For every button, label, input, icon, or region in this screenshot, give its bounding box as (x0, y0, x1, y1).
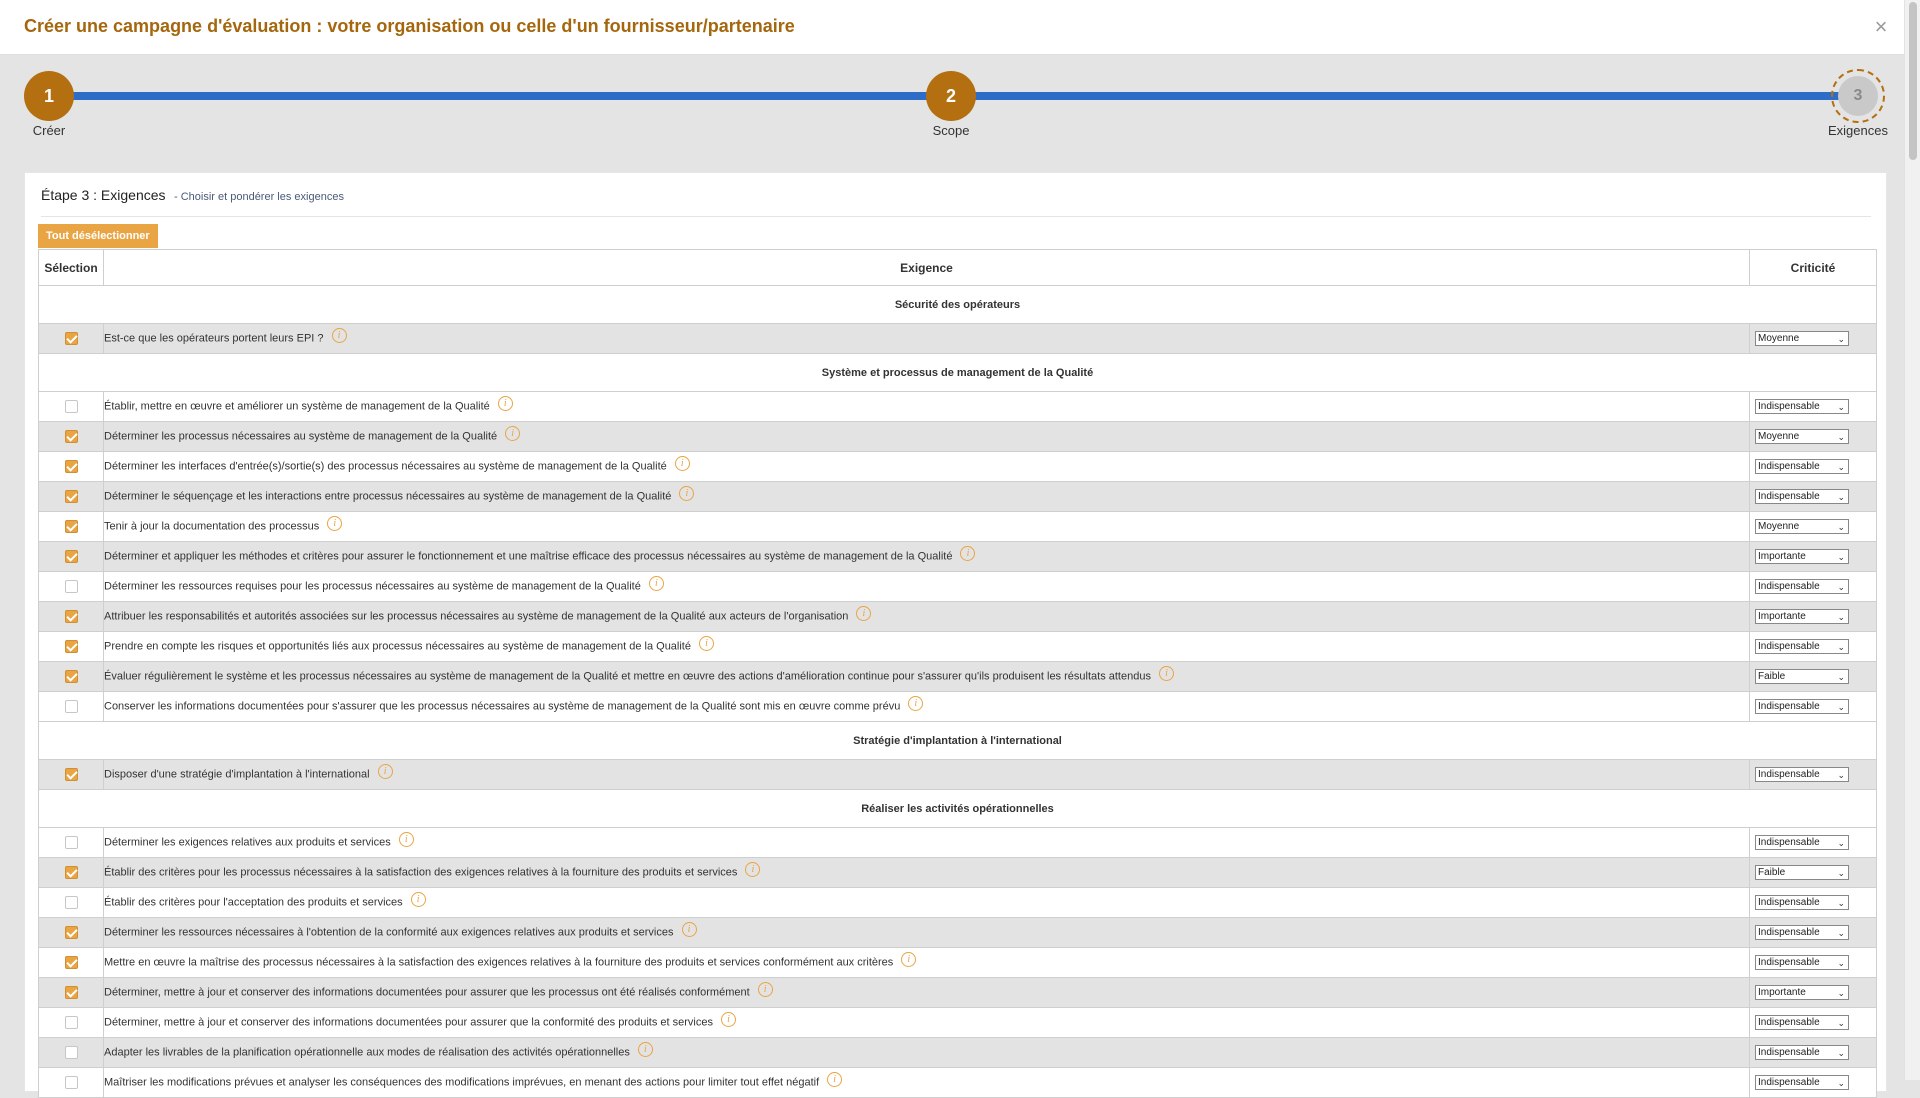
requirement-text: Conserver les informations documentées pour s'assurer que les processus nécessaires au système de management de la Qualité sont mis en œuvre comme prévu (104, 700, 901, 713)
criticity-value: Indispensable (1758, 491, 1820, 502)
criticity-select[interactable] (1755, 955, 1849, 970)
criticity-select[interactable] (1755, 985, 1849, 1000)
criticity-select[interactable] (1755, 835, 1849, 850)
info-icon[interactable]: i (699, 636, 714, 651)
selection-cell (39, 978, 104, 1008)
selection-cell (39, 632, 104, 662)
category-row (39, 722, 1877, 760)
step3-header (41, 187, 1871, 217)
table-row (39, 692, 1877, 722)
criticity-value: Indispensable (1758, 957, 1820, 968)
deselect-all-button[interactable]: Tout désélectionner (38, 224, 158, 248)
table-row (39, 452, 1877, 482)
requirement-cell (104, 632, 1750, 662)
col-header-criticity: Criticité (1750, 250, 1877, 286)
step-1-label: Créer (32, 123, 66, 138)
row-checkbox[interactable] (65, 550, 78, 563)
category-row (39, 790, 1877, 828)
chevron-down-icon: ⌄ (1837, 838, 1845, 848)
requirement-text: Déterminer les ressources requises pour les processus nécessaires au système de management de la Qualité (104, 580, 641, 593)
requirement-text: Établir des critères pour les processus nécessaires à la satisfaction des exigences relatives à la fourniture des produits et services (104, 866, 738, 879)
col-header-requirement: Exigence (104, 250, 1750, 286)
requirement-text: Établir, mettre en œuvre et améliorer un système de management de la Qualité (104, 400, 490, 413)
criticity-select[interactable] (1755, 489, 1849, 504)
criticity-value: Moyenne (1758, 431, 1800, 442)
requirement-cell (104, 662, 1750, 692)
chevron-down-icon: ⌄ (1837, 492, 1845, 502)
criticity-cell (1750, 948, 1877, 978)
criticity-value: Importante (1758, 987, 1806, 998)
step3-subtitle: - Choisir et pondérer les exigences (173, 191, 344, 203)
requirement-cell (104, 918, 1750, 948)
requirement-text: Déterminer et appliquer les méthodes et critères pour assurer le fonctionnement et une maîtrise efficace des processus nécessaires au système de management de la Qualité (104, 550, 953, 563)
selection-cell (39, 452, 104, 482)
info-icon[interactable]: i (908, 696, 923, 711)
criticity-cell (1750, 1008, 1877, 1038)
info-icon[interactable]: i (856, 606, 871, 621)
criticity-value: Importante (1758, 551, 1806, 562)
category-row (39, 354, 1877, 392)
criticity-value: Indispensable (1758, 701, 1820, 712)
requirement-text: Adapter les livrables de la planification opérationnelle aux modes de réalisation des activités opérationnelles (104, 1046, 630, 1059)
row-checkbox[interactable] (65, 460, 78, 473)
row-checkbox[interactable] (65, 1046, 78, 1059)
requirement-cell (104, 760, 1750, 790)
table-row (39, 602, 1877, 632)
info-icon[interactable]: i (901, 952, 916, 967)
row-checkbox[interactable] (65, 896, 78, 909)
requirement-text: Tenir à jour la documentation des processus (104, 520, 320, 533)
table-row (39, 662, 1877, 692)
requirement-cell (104, 602, 1750, 632)
info-icon[interactable]: i (827, 1072, 842, 1087)
requirements-body (39, 286, 1877, 1098)
category-title: Système et processus de management de la Qualité (39, 354, 1877, 392)
requirement-cell (104, 482, 1750, 512)
table-row (39, 948, 1877, 978)
criticity-cell (1750, 1068, 1877, 1098)
info-icon[interactable]: i (758, 982, 773, 997)
modal-header (0, 0, 1904, 55)
chevron-down-icon: ⌄ (1837, 462, 1845, 472)
table-row (39, 828, 1877, 858)
scrollbar-thumb[interactable] (1909, 2, 1917, 160)
table-row (39, 572, 1877, 602)
requirement-text: Déterminer les processus nécessaires au système de management de la Qualité (104, 430, 498, 443)
criticity-select[interactable] (1755, 925, 1849, 940)
criticity-value: Indispensable (1758, 461, 1820, 472)
row-checkbox[interactable] (65, 520, 78, 533)
chevron-down-icon: ⌄ (1837, 432, 1845, 442)
selection-cell (39, 1008, 104, 1038)
selection-cell (39, 324, 104, 354)
criticity-value: Indispensable (1758, 927, 1820, 938)
selection-cell (39, 482, 104, 512)
row-checkbox[interactable] (65, 610, 78, 623)
criticity-select[interactable] (1755, 1045, 1849, 1060)
criticity-cell (1750, 888, 1877, 918)
criticity-cell (1750, 422, 1877, 452)
chevron-down-icon: ⌄ (1837, 958, 1845, 968)
requirement-cell (104, 692, 1750, 722)
criticity-value: Indispensable (1758, 1047, 1820, 1058)
chevron-down-icon: ⌄ (1837, 898, 1845, 908)
table-row (39, 888, 1877, 918)
criticity-cell (1750, 692, 1877, 722)
criticity-select[interactable] (1755, 549, 1849, 564)
chevron-down-icon: ⌄ (1837, 868, 1845, 878)
table-row (39, 978, 1877, 1008)
table-row (39, 918, 1877, 948)
criticity-value: Indispensable (1758, 837, 1820, 848)
table-row (39, 1008, 1877, 1038)
row-checkbox[interactable] (65, 768, 78, 781)
info-icon[interactable]: i (745, 862, 760, 877)
row-checkbox[interactable] (65, 836, 78, 849)
chevron-down-icon: ⌄ (1837, 612, 1845, 622)
criticity-select[interactable] (1755, 459, 1849, 474)
table-row (39, 760, 1877, 790)
criticity-select[interactable] (1755, 399, 1849, 414)
criticity-select[interactable] (1755, 331, 1849, 346)
requirement-cell (104, 1068, 1750, 1098)
criticity-value: Indispensable (1758, 897, 1820, 908)
requirement-cell (104, 392, 1750, 422)
criticity-cell (1750, 978, 1877, 1008)
step-2-label: Scope (932, 123, 970, 138)
criticity-cell (1750, 482, 1877, 512)
criticity-select[interactable] (1755, 865, 1849, 880)
selection-cell (39, 1038, 104, 1068)
selection-cell (39, 662, 104, 692)
selection-cell (39, 828, 104, 858)
selection-cell (39, 692, 104, 722)
requirement-cell (104, 828, 1750, 858)
criticity-value: Indispensable (1758, 401, 1820, 412)
requirement-text: Disposer d'une stratégie d'implantation à l'international (104, 768, 370, 781)
selection-cell (39, 1068, 104, 1098)
requirement-text: Déterminer les exigences relatives aux produits et services (104, 836, 391, 849)
criticity-select[interactable] (1755, 895, 1849, 910)
selection-cell (39, 422, 104, 452)
step3-title: Étape 3 : Exigences (41, 187, 166, 203)
table-row (39, 858, 1877, 888)
criticity-cell (1750, 572, 1877, 602)
row-checkbox[interactable] (65, 670, 78, 683)
requirement-text: Est-ce que les opérateurs portent leurs EPI ? (104, 332, 324, 345)
criticity-select[interactable] (1755, 429, 1849, 444)
info-icon[interactable]: i (411, 892, 426, 907)
criticity-select[interactable] (1755, 669, 1849, 684)
step3-panel (24, 172, 1887, 1092)
requirement-text: Mettre en œuvre la maîtrise des processus nécessaires à la satisfaction des exigences relatives à la fourniture des produits et services conformément aux critères (104, 956, 894, 969)
selection-cell (39, 572, 104, 602)
criticity-value: Faible (1758, 671, 1786, 682)
requirement-cell (104, 1008, 1750, 1038)
table-row (39, 422, 1877, 452)
info-icon[interactable]: i (378, 764, 393, 779)
criticity-value: Faible (1758, 867, 1786, 878)
category-title: Réaliser les activités opérationnelles (39, 790, 1877, 828)
chevron-down-icon: ⌄ (1837, 334, 1845, 344)
info-icon[interactable]: i (721, 1012, 736, 1027)
requirement-cell (104, 452, 1750, 482)
requirements-table (38, 249, 1877, 1098)
criticity-value: Indispensable (1758, 641, 1820, 652)
table-row (39, 632, 1877, 662)
row-checkbox[interactable] (65, 926, 78, 939)
requirement-text: Déterminer, mettre à jour et conserver des informations documentées pour assurer que les processus ont été réalisés conformément (104, 986, 750, 999)
info-icon[interactable]: i (399, 832, 414, 847)
table-row (39, 392, 1877, 422)
requirement-text: Déterminer le séquençage et les interactions entre processus nécessaires au système de management de la Qualité (104, 490, 672, 503)
row-checkbox[interactable] (65, 430, 78, 443)
stepper (0, 56, 1904, 172)
requirement-cell (104, 888, 1750, 918)
criticity-select[interactable] (1755, 699, 1849, 714)
chevron-down-icon: ⌄ (1837, 1018, 1845, 1028)
row-checkbox[interactable] (65, 640, 78, 653)
chevron-down-icon: ⌄ (1837, 988, 1845, 998)
table-row (39, 1068, 1877, 1098)
info-icon[interactable]: i (675, 456, 690, 471)
criticity-cell (1750, 452, 1877, 482)
criticity-cell (1750, 632, 1877, 662)
requirement-text: Prendre en compte les risques et opportunités liés aux processus nécessaires au système de management de la Qualité (104, 640, 691, 653)
info-icon[interactable]: i (505, 426, 520, 441)
info-icon[interactable]: i (1159, 666, 1174, 681)
vertical-scrollbar[interactable] (1904, 0, 1920, 1080)
criticity-select[interactable] (1755, 519, 1849, 534)
table-row (39, 482, 1877, 512)
requirement-cell (104, 512, 1750, 542)
criticity-select[interactable] (1755, 767, 1849, 782)
requirement-text: Déterminer, mettre à jour et conserver des informations documentées pour assurer que la conformité des produits et services (104, 1016, 713, 1029)
col-header-selection: Sélection (39, 250, 104, 286)
criticity-select[interactable] (1755, 579, 1849, 594)
info-icon[interactable]: i (638, 1042, 653, 1057)
category-title: Sécurité des opérateurs (39, 286, 1877, 324)
criticity-select[interactable] (1755, 609, 1849, 624)
criticity-value: Moyenne (1758, 333, 1800, 344)
selection-cell (39, 888, 104, 918)
chevron-down-icon: ⌄ (1837, 770, 1845, 780)
criticity-cell (1750, 918, 1877, 948)
row-checkbox[interactable] (65, 986, 78, 999)
chevron-down-icon: ⌄ (1837, 552, 1845, 562)
requirement-cell (104, 542, 1750, 572)
criticity-cell (1750, 392, 1877, 422)
selection-cell (39, 392, 104, 422)
selection-cell (39, 948, 104, 978)
category-row (39, 286, 1877, 324)
requirement-text: Déterminer les ressources nécessaires à l'obtention de la conformité aux exigences relatives aux produits et services (104, 926, 674, 939)
row-checkbox[interactable] (65, 866, 78, 879)
chevron-down-icon: ⌄ (1837, 582, 1845, 592)
requirement-cell (104, 978, 1750, 1008)
info-icon[interactable]: i (960, 546, 975, 561)
selection-cell (39, 602, 104, 632)
row-checkbox[interactable] (65, 956, 78, 969)
chevron-down-icon: ⌄ (1837, 1048, 1845, 1058)
selection-cell (39, 858, 104, 888)
chevron-down-icon: ⌄ (1837, 1078, 1845, 1088)
requirement-cell (104, 572, 1750, 602)
selection-cell (39, 918, 104, 948)
criticity-cell (1750, 512, 1877, 542)
table-row (39, 1038, 1877, 1068)
info-icon[interactable]: i (649, 576, 664, 591)
criticity-cell (1750, 324, 1877, 354)
step-3-circle[interactable]: 3 (1838, 76, 1878, 116)
criticity-cell (1750, 542, 1877, 572)
step-1-circle[interactable]: 1 (24, 71, 74, 121)
requirement-cell (104, 858, 1750, 888)
chevron-down-icon: ⌄ (1837, 672, 1845, 682)
info-icon[interactable]: i (679, 486, 694, 501)
criticity-value: Indispensable (1758, 1017, 1820, 1028)
requirement-cell (104, 422, 1750, 452)
criticity-value: Indispensable (1758, 769, 1820, 780)
row-checkbox[interactable] (65, 580, 78, 593)
requirement-cell (104, 948, 1750, 978)
criticity-cell (1750, 760, 1877, 790)
modal-title: Créer une campagne d'évaluation : votre organisation ou celle d'un fournisseur/partenaire (24, 16, 795, 36)
criticity-cell (1750, 602, 1877, 632)
row-checkbox[interactable] (65, 400, 78, 413)
info-icon[interactable]: i (498, 396, 513, 411)
table-row (39, 512, 1877, 542)
table-row (39, 542, 1877, 572)
chevron-down-icon: ⌄ (1837, 702, 1845, 712)
row-checkbox[interactable] (65, 1076, 78, 1089)
row-checkbox[interactable] (65, 332, 78, 345)
requirement-text: Évaluer régulièrement le système et les processus nécessaires au système de management de la Qualité et mettre en œuvre des actions d'amélioration continue pour s'assurer qu'ils produisent les résultats attendus (104, 670, 1151, 683)
selection-cell (39, 512, 104, 542)
selection-cell (39, 542, 104, 572)
criticity-cell (1750, 662, 1877, 692)
info-icon[interactable]: i (682, 922, 697, 937)
requirement-cell (104, 324, 1750, 354)
chevron-down-icon: ⌄ (1837, 402, 1845, 412)
chevron-down-icon: ⌄ (1837, 928, 1845, 938)
criticity-select[interactable] (1755, 1075, 1849, 1090)
requirement-text: Attribuer les responsabilités et autorités associées sur les processus nécessaires au système de management de la Qualité aux acteurs de l'organisation (104, 610, 849, 623)
criticity-value: Moyenne (1758, 521, 1800, 532)
requirement-text: Maîtriser les modifications prévues et analyser les conséquences des modifications imprévues, en menant des actions pour limiter tout effet négatif (104, 1076, 820, 1089)
row-checkbox[interactable] (65, 490, 78, 503)
table-header-row (39, 250, 1877, 286)
row-checkbox[interactable] (65, 700, 78, 713)
close-icon[interactable]: × (1874, 14, 1888, 39)
criticity-value: Indispensable (1758, 581, 1820, 592)
info-icon[interactable]: i (327, 516, 342, 531)
step-3-label: Exigences (1828, 123, 1888, 138)
requirement-text: Déterminer les interfaces d'entrée(s)/sortie(s) des processus nécessaires au système de management de la Qualité (104, 460, 667, 473)
criticity-cell (1750, 858, 1877, 888)
row-checkbox[interactable] (65, 1016, 78, 1029)
criticity-value: Importante (1758, 611, 1806, 622)
criticity-cell (1750, 1038, 1877, 1068)
criticity-select[interactable] (1755, 639, 1849, 654)
category-title: Stratégie d'implantation à l'international (39, 722, 1877, 760)
criticity-value: Indispensable (1758, 1077, 1820, 1088)
chevron-down-icon: ⌄ (1837, 642, 1845, 652)
table-row (39, 324, 1877, 354)
step-2-circle[interactable]: 2 (926, 71, 976, 121)
selection-cell (39, 760, 104, 790)
info-icon[interactable]: i (332, 328, 347, 343)
requirement-cell (104, 1038, 1750, 1068)
chevron-down-icon: ⌄ (1837, 522, 1845, 532)
criticity-cell (1750, 828, 1877, 858)
criticity-select[interactable] (1755, 1015, 1849, 1030)
requirement-text: Établir des critères pour l'acceptation des produits et services (104, 896, 403, 909)
